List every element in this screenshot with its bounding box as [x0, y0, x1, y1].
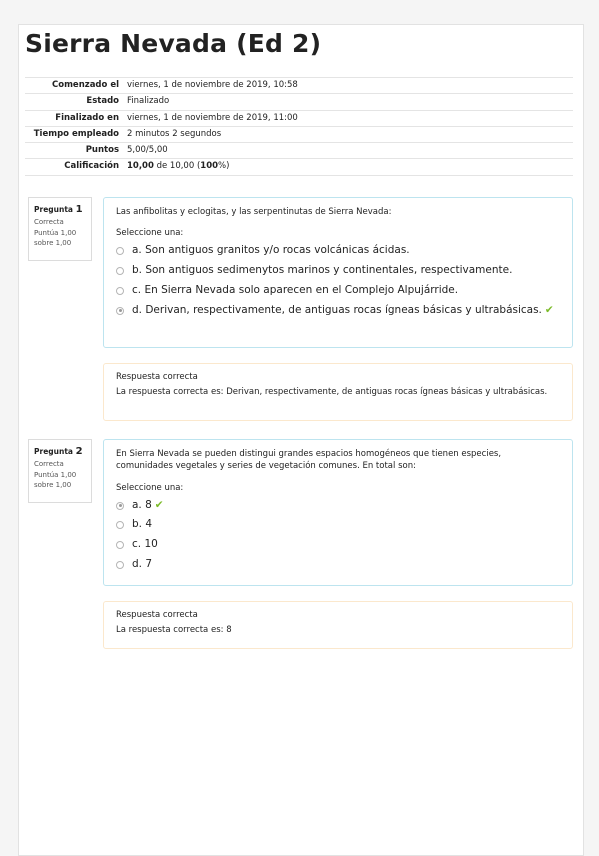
question-text: Las anfibolitas y eclogitas, y las serpentinutas de Sierra Nevada:: [116, 207, 392, 217]
answer-text: b. Son antiguos sedimenytos marinos y continentales, respectivamente.: [132, 264, 513, 277]
answer-option-b[interactable]: [116, 517, 560, 533]
summary-row-finished: [25, 110, 573, 126]
summary-row-started: [25, 77, 573, 93]
summary-key: Puntos: [85, 145, 119, 156]
grade-percent-suffix: %): [218, 161, 230, 172]
question-score: Puntúa 1,00 sobre 1,00: [34, 470, 77, 489]
correct-check-icon: ✔: [154, 498, 164, 511]
question-number: Pregunta 2: [34, 446, 83, 457]
answer-option-d[interactable]: [116, 303, 560, 319]
question-status: Correcta: [34, 460, 64, 468]
radio-button-selected[interactable]: [116, 307, 124, 315]
summary-value: 2 minutos 2 segundos: [127, 128, 222, 139]
answer-option-c[interactable]: [116, 537, 560, 553]
question-status: Correcta: [34, 218, 64, 226]
summary-value: Finalizado: [127, 96, 170, 107]
question-text: En Sierra Nevada se pueden distingui grandes espacios homogéneos que tienen especies, comunidades vegetales y series de vegetación comunes. En total son:: [116, 449, 502, 472]
question-score: Puntúa 1,00 sobre 1,00: [34, 228, 77, 247]
grade-percent: 100: [200, 161, 219, 172]
question-box-2: [103, 439, 573, 586]
summary-value: [127, 159, 573, 174]
feedback-text: La respuesta correcta es: 8: [116, 624, 232, 635]
summary-key: Comenzado el: [52, 80, 119, 90]
summary-key: Estado: [86, 96, 119, 107]
summary-key: Calificación: [64, 161, 119, 172]
summary-value: 5,00/5,00: [127, 145, 168, 156]
summary-row-time-taken: [25, 126, 573, 142]
summary-key: Tiempo empleado: [33, 128, 119, 139]
question-number: Pregunta 1: [34, 204, 83, 215]
question-info-1: [28, 197, 92, 261]
grade-value: 10,00: [127, 161, 154, 172]
summary-key: Finalizado en: [55, 112, 119, 123]
answer-text: d. 7: [132, 557, 153, 570]
answer-text: c. En Sierra Nevada solo aparecen en el Complejo Alpujárride.: [132, 283, 459, 296]
feedback-box-2: [103, 601, 573, 649]
question-box-1: [103, 197, 573, 348]
question-info-2: [28, 439, 92, 503]
answer-option-a[interactable]: [116, 243, 560, 259]
answer-options: [116, 498, 560, 573]
summary-value: viernes, 1 de noviembre de 2019, 11:00: [127, 112, 298, 123]
select-one-prompt: Seleccione una:: [116, 228, 184, 239]
answer-option-b[interactable]: [116, 263, 560, 279]
answer-text: c. 10: [132, 538, 158, 551]
summary-value: viernes, 1 de noviembre de 2019, 10:58: [127, 80, 298, 90]
feedback-heading: Respuesta correcta: [116, 372, 198, 382]
answer-option-c[interactable]: [116, 283, 560, 299]
grade-max: de 10,00 (: [153, 161, 201, 172]
answer-text: a. Son antiguos granitos y/o rocas volcánicas ácidas.: [132, 244, 410, 257]
summary-row-state: [25, 93, 573, 109]
answer-text: a. 8 ✔: [132, 498, 164, 511]
answer-option-d[interactable]: [116, 557, 560, 573]
feedback-text: La respuesta correcta es: Derivan, respectivamente, de antiguas rocas ígneas básicas y ultrabásicas.: [116, 386, 548, 397]
radio-button[interactable]: [116, 561, 124, 569]
radio-button-selected[interactable]: [116, 502, 124, 510]
answer-option-a[interactable]: [116, 498, 560, 514]
select-one-prompt: Seleccione una:: [116, 482, 184, 493]
radio-button[interactable]: [116, 247, 124, 255]
summary-row-grade: [25, 158, 573, 175]
attempt-summary-table: [25, 77, 573, 176]
feedback-heading: Respuesta correcta: [116, 610, 198, 620]
radio-button[interactable]: [116, 541, 124, 549]
summary-row-points: [25, 142, 573, 158]
radio-button[interactable]: [116, 287, 124, 295]
radio-button[interactable]: [116, 267, 124, 275]
radio-button[interactable]: [116, 521, 124, 529]
page-title: Sierra Nevada (Ed 2): [25, 29, 322, 58]
answer-options: [116, 243, 560, 318]
correct-check-icon: ✔: [544, 303, 554, 316]
quiz-review-page: [18, 24, 584, 856]
feedback-box-1: [103, 363, 573, 421]
answer-text: b. 4: [132, 518, 153, 531]
answer-text: d. Derivan, respectivamente, de antiguas rocas ígneas básicas y ultrabásicas. ✔: [132, 303, 554, 316]
